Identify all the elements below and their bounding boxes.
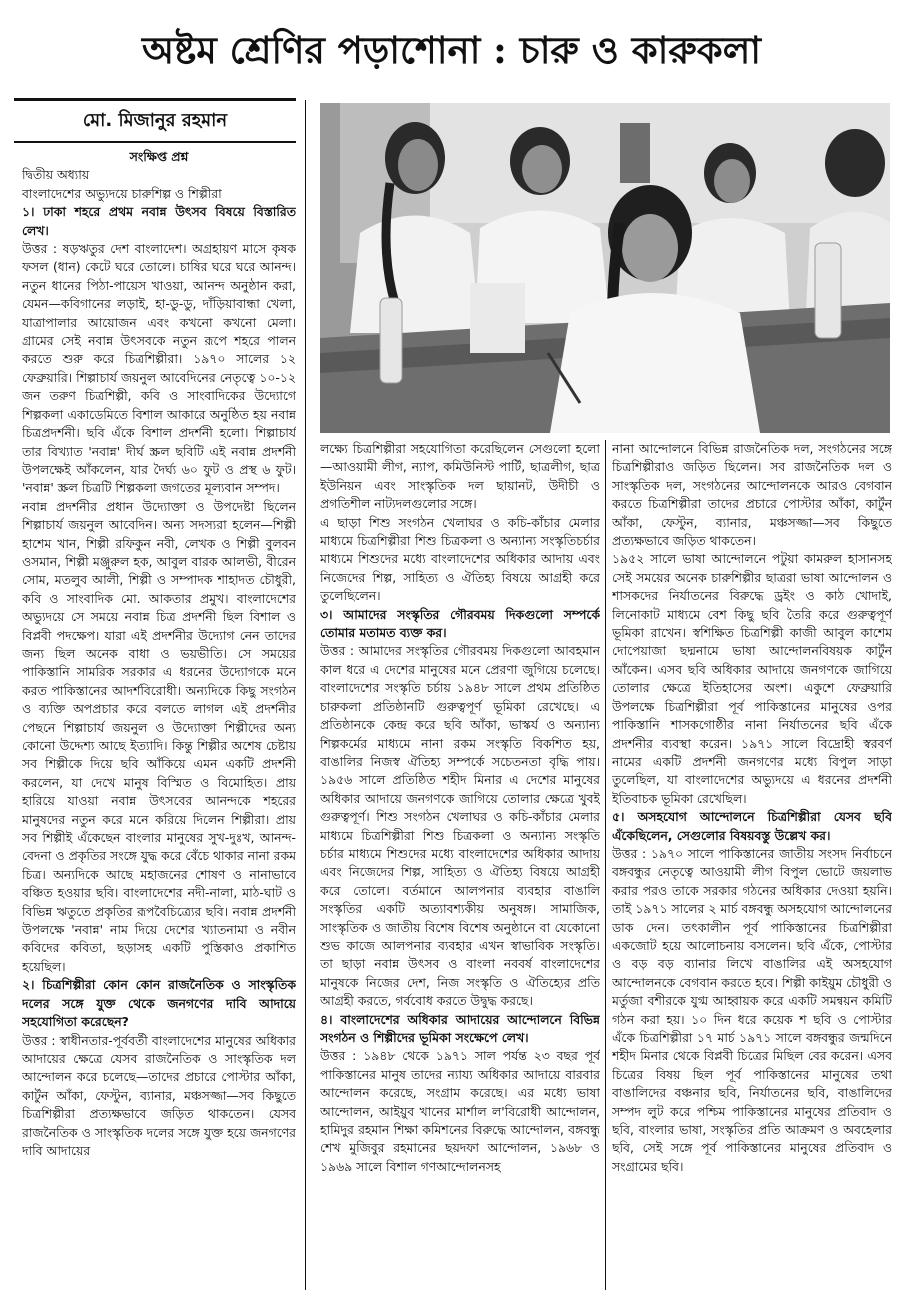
question-1: ১। ঢাকা শহরে প্রথম নবান্ন উৎসব বিষয়ে বিস্তারিত লেখ। <box>22 204 296 238</box>
answer-3-paragraph-1: উত্তর : আমাদের সংস্কৃতির গৌরবময় দিকগুলো আবহমান কাল ধরে এ দেশের মানুষের মনে প্রেরণা জুগিয়ে চলেছে। বাংলাদেশের সংস্কৃতি চর্চায় ১৯৪৮ সালে প্রথম প্রতিষ্ঠিত চারুকলা প্রতিষ্ঠানটি গুরুত্বপূর্ণ ভূমিকা রেখেছে। এ প্রতিষ্ঠানকে কেন্দ্র করে ছবি আঁকা, ভাস্কর্য ও অন্যান্য শিল্পকর্মের মাধ্যমে নানা রকম সংস্কৃতি বিকশিত হয়, বাঙালির নিজস্ব ঐতিহ্য সম্পর্কে সচেতনতা বৃদ্ধি পায়। ১৯৫৬ সালে প্রতিষ্ঠিত শহীদ মিনার এ দেশের মানুষের অধিকার আদায়ে জনগণকে জাগিয়ে তোলার ক্ষেত্রে খুবই গুরুত্বপূর্ণ। শিশু সংগঠন খেলাঘর ও কচি-কাঁচার মেলার মাধ্যমে চিত্রশিল্পীরা শিশু চিত্রকলা ও অন্যান্য সংস্কৃতি চর্চার মাধ্যমে শিশুদের মধ্যে বাংলাদেশের অধিকার আদায় এবং নিজেদের শিল্প, সাহিত্য ও ঐতিহ্য বিষয়ে আগ্রহী করে তোলে। বর্তমানে আলপনার ব্যবহার বাঙালি সংস্কৃতির একটি অত্যাবশ্যকীয় অনুষঙ্গ। সামাজিক, সাংস্কৃতিক ও জাতীয় বিশেষ বিশেষ অনুষ্ঠানে বা যেকোনো শুভ কাজে আলপনার ব্যবহার এখন স্বাভাবিক সংস্কৃতি। তা ছাড়া নবান্ন উৎসব ও বাংলা নববর্ষ বাংলাদেশের মানুষকে নিজের দেশ, নিজ সংস্কৃতি ও ঐতিহ্যের প্রতি আগ্রহী করতে, গর্ববোধ করতে উদ্বুদ্ধ করছে। <box>320 643 600 1009</box>
answer-2-paragraph-2: এ ছাড়া শিশু সংগঠন খেলাঘর ও কচি-কাঁচার মেলার মাধ্যমে চিত্রশিল্পীরা শিশু চিত্রকলা ও অন্যান্য সংস্কৃতিচর্চার মাধ্যমে শিশুদের মধ্যে বাংলাদেশের অধিকার আদায় এবং নিজেদের শিল্প, সাহিত্য ও ঐতিহ্য বিষয়ে আগ্রহী করে তুলেছিলেন। <box>320 514 600 604</box>
answer-2-paragraph-1-continued: লক্ষ্যে চিত্রশিল্পীরা সহযোগিতা করেছিলেন সেগুলো হলো—আওয়ামী লীগ, ন্যাপ, কমিউনিস্ট পার্টি, ছাত্রলীগ, ছাত্র ইউনিয়ন এবং সাংস্কৃতিক দল ছায়ানট, উদীচী ও প্রগতিশীল নাট্যদলগুলোর সঙ্গে। <box>320 441 600 512</box>
column-1 <box>22 148 296 1288</box>
photo-illustration <box>320 103 890 433</box>
question-5: ৫। অসহযোগ আন্দোলনে চিত্রশিল্পীরা যেসব ছবি এঁকেছিলেন, সেগুলোর বিষয়বস্তু উল্লেখ কর। <box>612 809 892 843</box>
byline: মো. মিজানুর রহমান <box>82 110 228 131</box>
question-2: ২। চিত্রশিল্পীরা কোন কোন রাজনৈতিক ও সাংস্কৃতিক দলের সঙ্গে যুক্ত থেকে জনগণের দাবি আদায়ে সহযোগিতা করেছেন? <box>22 977 296 1030</box>
answer-5-paragraph-1: উত্তর : ১৯৭০ সালে পাকিস্তানের জাতীয় সংসদ নির্বাচনে বঙ্গবন্ধুর নেতৃত্বে আওয়ামী লীগ বিপুল ভোটে জয়লাভ করার পরও তাকে সরকার গঠনের অধিকার দেওয়া হয়নি। তাই ১৯৭১ সালের ২ মার্চ বঙ্গবন্ধু অসহযোগ আন্দোলনের ডাক দেন। তৎকালীন পূর্ব পাকিস্তানের চিত্রশিল্পীরা একজোট হয়ে আলোচনায় বসলেন। ছবি এঁকে, পোস্টার ও বড় বড় ব্যানার লিখে বাঙালির এই অসহযোগ আন্দোলনকে বেগবান করতে হবে। শিল্পী কাইয়ুম চৌধুরী ও মর্তুজা বশীরকে যুগ্ম আহ্বায়ক করে একটি সমন্বয়ন কমিটি গঠন করা হয়। ১০ দিন ধরে কয়েক শ ছবি ও পোস্টার এঁকে চিত্রশিল্পীরা ১৭ মার্চ ১৯৭১ সালে বঙ্গবন্ধুর জন্মদিনে শহীদ মিনার থেকে বিপ্লবী চিত্রের মিছিল বের করেন। এসব চিত্রের বিষয় ছিল পূর্ব পাকিস্তানের মানুষের তথা বাঙালিদের বঞ্চনার ছবি, নির্যাতনের ছবি, বাঙালিদের সম্পদ লুট করে পশ্চিম পাকিস্তানের মানুষের প্রতিবাদ ও ছবি, বাংলার ভাষা, সংস্কৃতির প্রতি আক্রমণ ও অবহেলার ছবি, সেই সঙ্গে পূর্ব পাকিস্তানের মানুষের প্রতিবাদ ও সংগ্রামের ছবি। <box>612 845 892 1174</box>
byline-top-rule <box>14 98 296 101</box>
headline: অষ্টম শ্রেণির পড়াশোনা : চারু ও কারুকলা <box>141 28 761 72</box>
column-divider <box>605 440 606 1290</box>
answer-4-paragraph-1-continued: নানা আন্দোলনে বিভিন্ন রাজনৈতিক দল, সংগঠনের সঙ্গে চিত্রশিল্পীরাও জড়িত ছিলেন। সব রাজনৈতিক দল ও সাংস্কৃতিক দল, সংগঠনের আন্দোলনকে আরও বেগবান করতে চিত্রশিল্পীরা তাদের প্রচারে পোস্টার আঁকা, কার্টুন আঁকা, ফেস্টুন, ব্যানার, মঞ্চসজ্জা—সব কিছুতে প্রত্যক্ষভাবে জড়িত থাকতেন। <box>612 441 892 549</box>
answer-4-paragraph-1: উত্তর : ১৯৪৮ থেকে ১৯৭১ সাল পর্যন্ত ২৩ বছর পূর্ব পাকিস্তানের মানুষ তাদের ন্যায্য অধিকার আদায়ে বারবার আন্দোলন করেছে, সংগ্রাম করেছে। এর মধ্যে ভাষা আন্দোলন, আইয়ুব খানের মার্শাল ল'বিরোধী আন্দোলন, হামিদুর রহমান শিক্ষা কমিশনের বিরুদ্ধে আন্দোলন, বঙ্গবন্ধু শেখ মুজিবুর রহমানের ছয়দফা আন্দোলন, ১৯৬৮ ও ১৯৬৯ সালে বিশাল গণআন্দোলনসহ <box>320 1048 600 1174</box>
column-divider <box>305 100 306 1290</box>
section-label: সংক্ষিপ্ত প্রশ্ন <box>129 149 189 164</box>
question-3: ৩। আমাদের সংস্কৃতির গৌরবময় দিকগুলো সম্পর্কে তোমার মতামত ব্যক্ত কর। <box>320 606 600 641</box>
answer-2-paragraph-1: উত্তর : স্বাধীনতার-পূর্ববর্তী বাংলাদেশের মানুষের অধিকার আদায়ের ক্ষেত্রে যেসব রাজনৈতিক ও সাংস্কৃতিক দল আন্দোলন করে চলেছে—তাদের প্রচারে পোস্টার আঁকা, কার্টুন আঁকা, ফেস্টুন, ব্যানার, মঞ্চসজ্জা—সব কিছুতে চিত্রশিল্পীরা প্রত্যক্ষভাবে জড়িত থাকতেন। যেসব রাজনৈতিক ও সাংস্কৃতিক দলের সঙ্গে যুক্ত হয়ে জনগণের দাবি আদায়ের <box>22 1032 296 1158</box>
question-4: ৪। বাংলাদেশের অধিকার আদায়ের আন্দোলনে বিভিন্ন সংগঠন ও শিল্পীদের ভূমিকা সংক্ষেপে লেখ। <box>320 1011 600 1045</box>
column-2 <box>320 440 600 1290</box>
answer-1-paragraph-1: উত্তর : ষড়ঋতুর দেশ বাংলাদেশ। অগ্রহায়ণ মাসে কৃষক ফসল (ধান) কেটে ঘরে তোলে। চাষির ঘরে ঘরে আনন্দ। নতুন ধানের পিঠা-পায়েস খাওয়া, আনন্দ অনুষ্ঠান করা, যেমন—কবিগানের লড়াই, হা-ডু-ডু, দাঁড়িয়াবান্ধা খেলা, যাত্রাপালার আয়োজন এবং কখনো কখনো মেলা। গ্রামের সেই নবান্ন উৎসবকে নতুন রূপে শহরে পালন করতে শুরু করে চিত্রশিল্পীরা। ১৯৭০ সালের ১২ ফেব্রুয়ারি। শিল্পাচার্য জয়নুল আবেদিনের নেতৃত্বে ১০-১২ জন তরুণ চিত্রশিল্পী, কবি ও সাংবাদিকের উদ্যোগে শিল্পকলা একাডেমিতে বিশাল আকারে অনুষ্ঠিত হয় নবান্ন চিত্রপ্রদর্শনী। ছবি এঁকে বিশাল প্রদর্শনী হলো। শিল্পাচার্য তার বিখ্যাত 'নবান্ন' দীর্ঘ স্ক্রল ছবিটি এই নবান্ন প্রদর্শনী উপলক্ষেই আঁকলেন, যার দৈর্ঘ্য ৬০ ফুট ও প্রস্থ ৬ ফুট। 'নবান্ন' স্ক্রল চিত্রটি শিল্পকলা জগতের মূল্যবান সম্পদ। <box>22 241 296 496</box>
answer-1-paragraph-2: নবান্ন প্রদর্শনীর প্রধান উদ্যোক্তা ও উপদেষ্টা ছিলেন শিল্পাচার্য জয়নুল আবেদিন। অন্য সদস্যরা হলেন—শিল্পী হাশেম খান, শিল্পী রফিকুন নবী, লেখক ও শিল্পী বুলবন ওসমান, শিল্পী মঞ্জুরুল হক, আবুল বারক আলভী, বীরেন সোম, মতলুব আলী, শিল্পী ও সম্পাদক শাহাদত চৌধুরী, কবি ও সাংবাদিক মো. আকতার প্রমুখ। বাংলাদেশের অভ্যুদয়ে সে সময়ে নবান্ন চিত্র প্রদর্শনী ছিল বিশাল ও বিপ্লবী পদক্ষেপ। যারা এই প্রদর্শনীর উদ্যোগ নেন তাদের জন্য ছিল অনেক বাধা ও ভয়ভীতি। সে সময়ের পাকিস্তানি সামরিক সরকার এ ধরনের উদ্যোগকে মনে করত পাকিস্তানের আদর্শবিরোধী। অন্যদিকে কিছু সংগঠন ও ব্যক্তি অপপ্রচার করে বলতে লাগল এই প্রদর্শনীর পেছনে শিল্পাচার্য জয়নুল ও উদ্যোক্তা শিল্পীদের অন্য কোনো উদ্দেশ্য আছে ইত্যাদি। কিন্তু শিল্পীর অশেষ চেষ্টায় সব শিল্পীকে দিয়ে ছবি আঁকিয়ে এমন একটি প্রদর্শনী করলেন, যা দেখে মানুষ বিস্মিত ও বিমোহিত। প্রায় হারিয়ে যাওয়া নবান্ন উৎসবের আনন্দকে শহরের মানুষদের নতুন করে মনে করিয়ে দিলেন শিল্পীরা। প্রায় সব শিল্পীই এঁকেছেন বাংলার মানুষের সুখ-দুঃখ, আনন্দ-বেদনা ও প্রকৃতির সংঙ্গে যুদ্ধ করে বেঁচে থাকার নানা রকম চিত্র। অন্যদিকে আছে মহাজনের শোষণ ও নানাভাবে বঞ্চিত হওয়ার ছবি। বাংলাদেশের নদী-নালা, মাঠ-ঘাট ও বিভিন্ন ঋতুতে প্রকৃতির রূপবৈচিত্র্যের ছবি। নবান্ন প্রদর্শনী উপলক্ষে 'নবান্ন' নাম দিয়ে দেশের খ্যাতনামা ও নবীন কবিদের কবিতা, ছড়াসহ একটি পুস্তিকাও প্রকাশিত হয়েছিল। <box>22 498 296 974</box>
column-3 <box>612 440 892 1290</box>
chapter-title: বাংলাদেশের অভ্যুদয়ে চারুশিল্প ও শিল্পীরা <box>22 185 222 201</box>
byline-bottom-rule <box>14 141 296 143</box>
answer-4-paragraph-2: ১৯৫২ সালে ভাষা আন্দোলনে পটুয়া কামরুল হাসানসহ সেই সময়ের অনেক চারুশিল্পীর ছাত্ররা ভাষা আন্দোলন ও শাসকদের নির্যাতনের বিরুদ্ধে ড্রইং ও কাঠ খোদাই, লিনোকাট মাধ্যমে বেশ কিছু ছবি তৈরি করে গুরুত্বপূর্ণ ভূমিকা রাখেন। স্বশিক্ষিত চিত্রশিল্পী কাজী আবুল কাশেম দোপেয়াজা ছদ্মনামে ভাষা আন্দোলনবিষয়ক কার্টুন আঁকেন। এসব ছবি অধিকার আদায়ে জনগণকে জাগিয়ে তোলার ক্ষেত্রে ইতিহাসের অংশ। একুশে ফেব্রুয়ারি উপলক্ষে চিত্রশিল্পীরা পূর্ব পাকিস্তানের মানুষের ওপর পাকিস্তানি শাসকগোষ্ঠীর নানা নির্যাতনের ছবি এঁকে প্রদর্শনীর ব্যবস্থা করেন। ১৯৭১ সালে বিদ্রোহী স্বরবর্ণ নামের একটি প্রদর্শনী জনগণের মধ্যে বিপুল সাড়া তুলেছিল, যা বাংলাদেশের অভ্যুদয়ে এ ধরনের প্রদর্শনী ইতিবাচক ভূমিকা রেখেছিল। <box>612 551 892 806</box>
chapter-number: দ্বিতীয় অধ্যায় <box>22 167 90 183</box>
students-exam-photo <box>320 103 890 433</box>
